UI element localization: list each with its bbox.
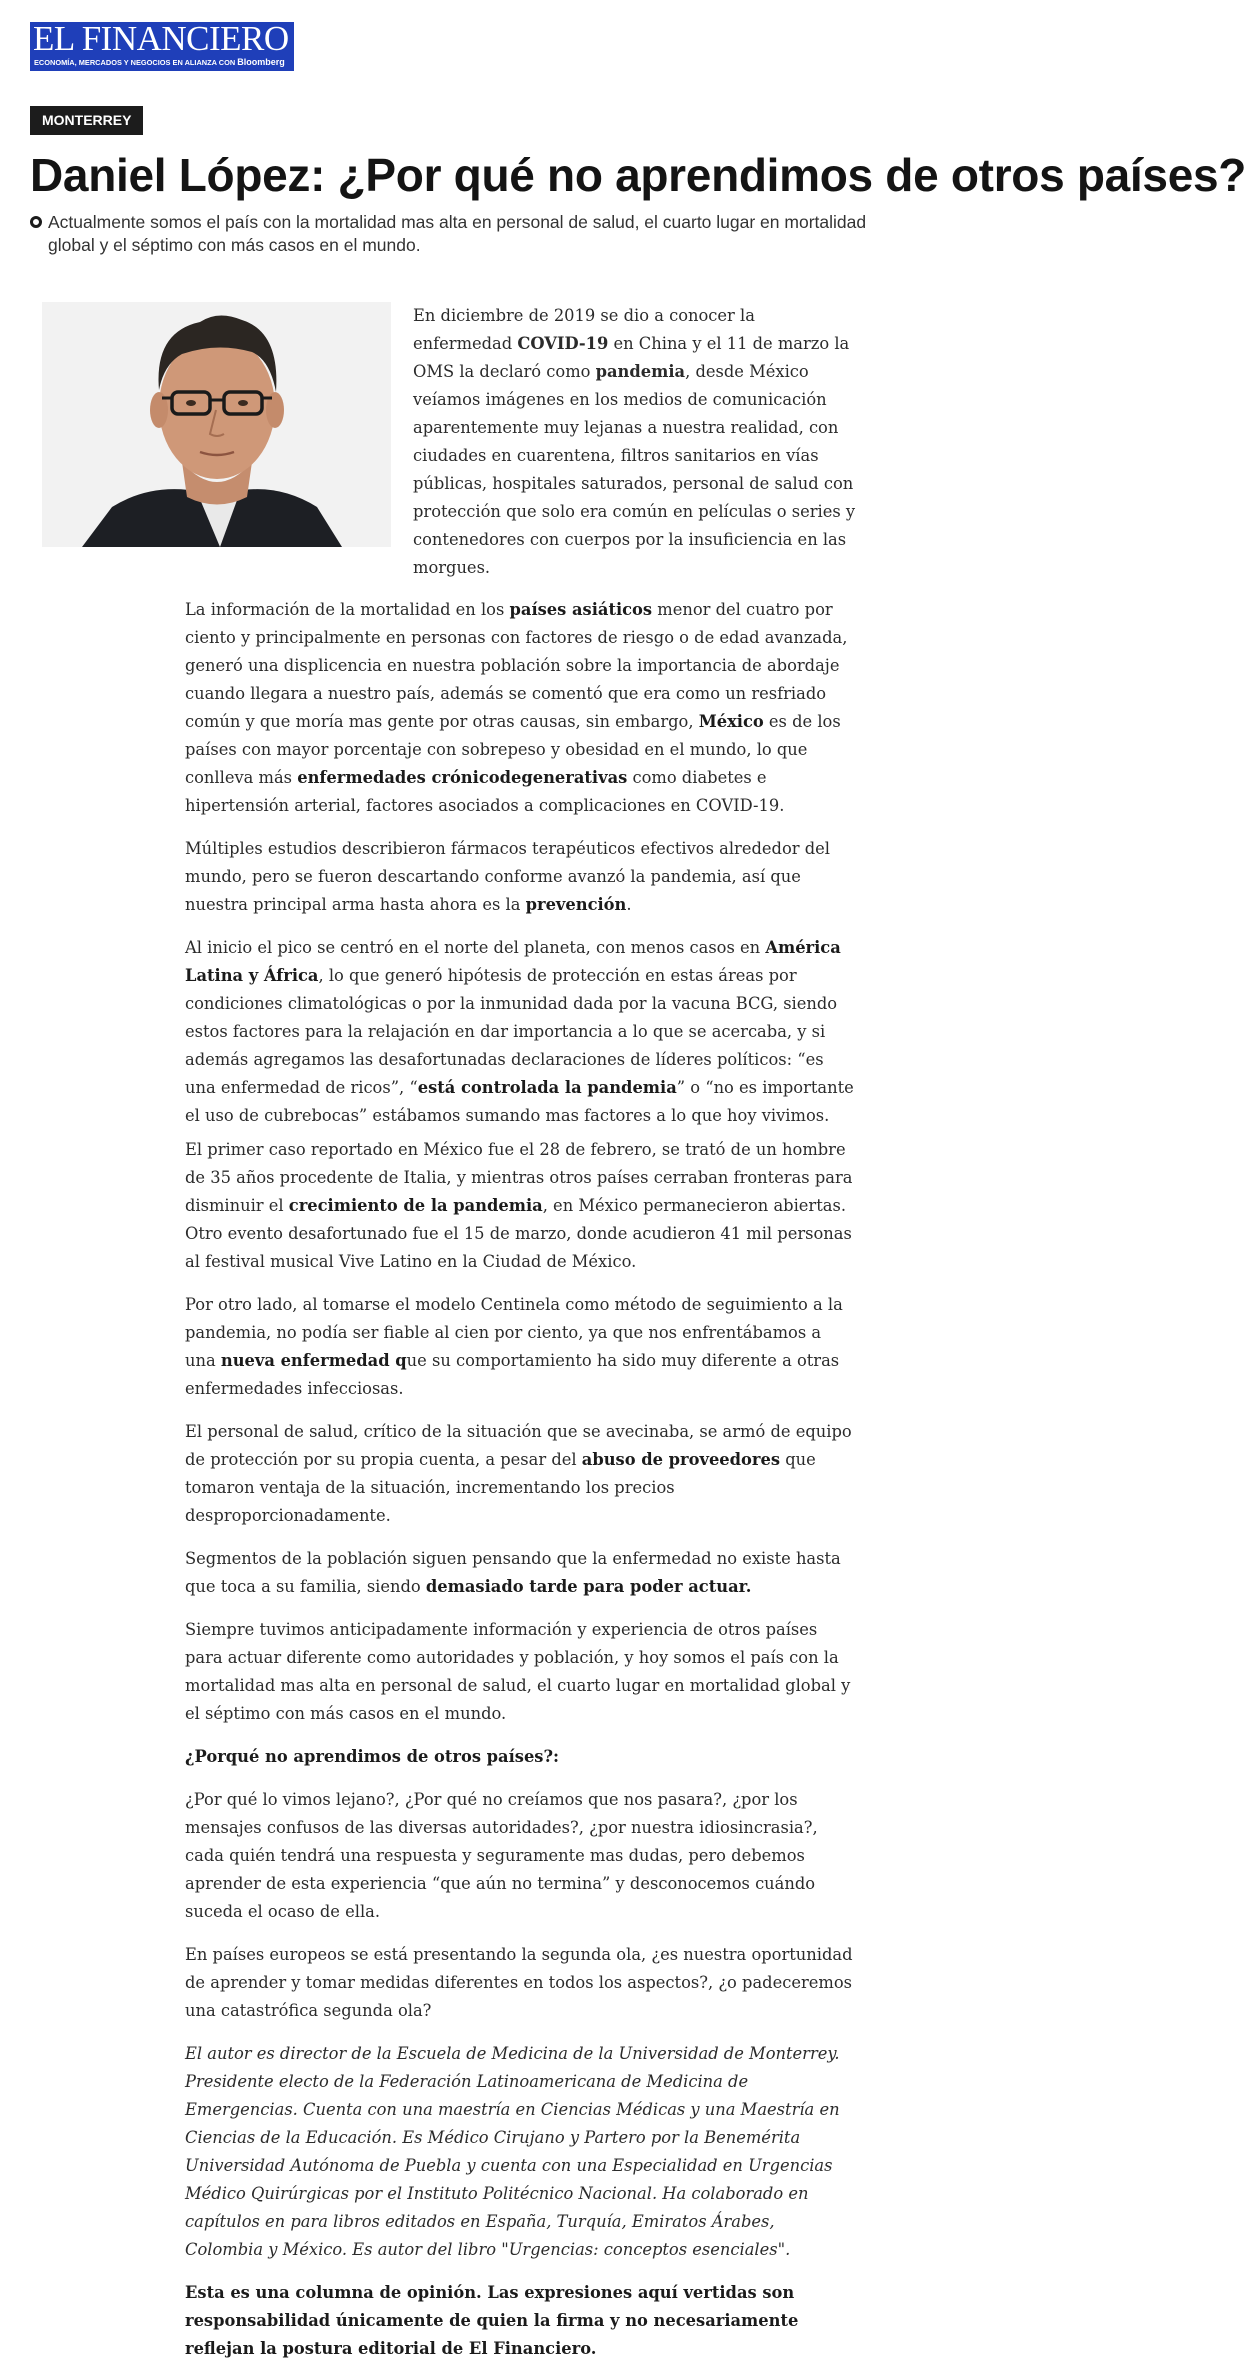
text-run: ” o “no es importante el uso de cubrebocas” estábamos sumando mas factores a lo que hoy vivimos. — [185, 1078, 854, 1125]
text-run: Segmentos de la población siguen pensando que la enfermedad no existe hasta que toca a su familia, siendo — [185, 1549, 841, 1596]
emphasis-text: enfermedades crónicodegenerativas — [297, 768, 628, 787]
summary-text: Actualmente somos el país con la mortalidad mas alta en personal de salud, el cuarto lugar en mortalidad global y el séptimo con más casos en el mundo. — [48, 212, 867, 255]
author-photo — [42, 302, 391, 547]
emphasis-pandemia: pandemia — [595, 362, 686, 381]
bullet-circle-icon — [30, 216, 42, 228]
logo-tagline — [34, 57, 285, 67]
text-run: El personal de salud, crítico de la situación que se avecinaba, se armó de equipo de protección por su propia cuenta, a pesar del — [185, 1422, 852, 1469]
emphasis-covid19: COVID-19 — [517, 334, 609, 353]
article-body — [185, 596, 855, 2378]
article-paragraph: En países europeos se está presentando la segunda ola, ¿es nuestra oportunidad de aprender y tomar medidas diferentes en todos los aspectos?, ¿o padeceremos una catastrófica segunda ola? — [185, 1945, 853, 2020]
emphasis-text: prevención — [525, 895, 627, 914]
article-paragraph — [185, 1136, 855, 1276]
subheading-text: ¿Porqué no aprendimos de otros países?: — [185, 1747, 560, 1766]
emphasis-text: países asiáticos — [509, 600, 653, 619]
emphasis-text: abuso de proveedores — [581, 1450, 781, 1469]
text-run: en China y el 11 de marzo la OMS la declaró como — [413, 334, 850, 381]
article-title: Daniel López: ¿Por qué no aprendimos de otros países? — [30, 149, 1247, 201]
text-run: Múltiples estudios describieron fármacos terapéuticos efectivos alrededor del mundo, pero se fueron descartando conforme avanzó la pandemia, así que nuestra principal arma hasta ahora es la — [185, 839, 830, 914]
text-run: , lo que generó hipótesis de protección en estas áreas por condiciones climatológicas o por la inmunidad dada por la vacuna BCG, siendo estos factores para la relajación en dar importancia a lo que se acercaba, y si además agregamos las desafortunadas declaraciones de líderes políticos: “es una enfermedad de ricos”, “ — [185, 966, 838, 1097]
opinion-disclaimer — [185, 2279, 855, 2363]
text-run: , en México permanecieron abiertas. Otro evento desafortunado fue el 15 de marzo, donde acudieron 41 mil personas al festival musical Vive Latino en la Ciudad de México. — [185, 1196, 852, 1271]
text-run: . — [626, 895, 632, 914]
article-paragraph — [185, 934, 855, 1130]
logo-wordmark: EL FINANCIERO — [33, 19, 289, 58]
emphasis-text: América Latina y África — [185, 938, 841, 985]
article-paragraph — [185, 596, 855, 820]
article-paragraph — [185, 1545, 855, 1601]
el-financiero-logo[interactable] — [30, 19, 294, 71]
text-run: es de los países con mayor porcentaje con sobrepeso y obesidad en el mundo, lo que conlleva más — [185, 712, 841, 787]
text-run: El primer caso reportado en México fue el 28 de febrero, se trató de un hombre de 35 años procedente de Italia, y mientras otros países cerraban fronteras para disminuir el — [185, 1140, 853, 1215]
text-run: , desde México veíamos imágenes en los medios de comunicación aparentemente muy lejanas a nuestra realidad, con ciudades en cuarentena, filtros sanitarios en vías públicas, hospitales saturados, personal de salud con protección que solo era común en películas o series y contenedores con cuerpos por la insuficiencia en las morgues. — [413, 362, 856, 577]
article-paragraph — [185, 835, 855, 919]
text-run: ue su comportamiento ha sido muy diferente a otras enfermedades infecciosas. — [185, 1351, 840, 1398]
emphasis-text: México — [698, 712, 764, 731]
text-run: Por otro lado, al tomarse el modelo Centinela como método de seguimiento a la pandemia, no podía ser fiable al cien por ciento, ya que nos enfrentábamos a una — [185, 1295, 843, 1370]
text-run: como diabetes e hipertensión arterial, factores asociados a complicaciones en COVID-19. — [185, 768, 785, 815]
text-run: menor del cuatro por ciento y principalmente en personas con factores de riesgo o de edad avanzada, generó una displicencia en nuestra población sobre la importancia de abordaje cuando llegara a nuestro país, además se comentó que era como un resfriado común y que moría mas gente por otras causas, sin embargo, — [185, 600, 848, 731]
author-portrait-illustration — [42, 302, 391, 547]
disclaimer-text: Esta es una columna de opinión. Las expresiones aquí vertidas son responsabilidad únicamente de quien la firma y no necesariamente reflejan la postura editorial de El Financiero. — [185, 2283, 799, 2358]
emphasis-text: nueva enfermedad q — [220, 1351, 407, 1370]
text-run: La información de la mortalidad en los — [185, 600, 510, 619]
emphasis-text: crecimiento de la pandemia — [288, 1196, 543, 1215]
article-paragraph: ¿Por qué lo vimos lejano?, ¿Por qué no creíamos que nos pasara?, ¿por los mensajes confusos de las diversas autoridades?, ¿por nuestra idiosincrasia?, cada quién tendrá una respuesta y seguramente mas dudas, pero debemos aprender de esta experiencia “que aún no termina” y desconocemos cuándo suceda el ocaso de ella. — [185, 1790, 818, 1921]
text-run: En diciembre de 2019 se dio a conocer la enfermedad — [413, 306, 755, 353]
article-intro-paragraph — [413, 302, 858, 582]
article-paragraph: Siempre tuvimos anticipadamente información y experiencia de otros países para actuar diferente como autoridades y población, y hoy somos el país con la mortalidad mas alta en personal de salud, el cuarto lugar en mortalidad global y el séptimo con más casos en el mundo. — [185, 1620, 851, 1723]
logo-tagline-text: ECONOMÍA, MERCADOS Y NEGOCIOS EN ALIANZA CON — [34, 58, 236, 67]
logo-partner: Bloomberg — [237, 57, 285, 67]
emphasis-text: demasiado tarde para poder actuar. — [425, 1577, 752, 1596]
article-summary — [30, 211, 890, 257]
text-run: Al inicio el pico se centró en el norte del planeta, con menos casos en — [185, 938, 766, 957]
article-subheading — [185, 1743, 855, 1771]
section-tag[interactable]: MONTERREY — [30, 106, 143, 135]
author-bio: El autor es director de la Escuela de Medicina de la Universidad de Monterrey. Presidente electo de la Federación Latinoamericana de Medicina de Emergencias. Cuenta con una maestría en Ciencias Médicas y una Maestría en Ciencias de la Educación. Es Médico Cirujano y Partero por la Benemérita Universidad Autónoma de Puebla y cuenta con una Especialidad en Urgencias Médico Quirúrgicas por el Instituto Politécnico Nacional. Ha colaborado en capítulos en para libros editados en España, Turquía, Emiratos Árabes, Colombia y México. Es autor del libro "Urgencias: conceptos esenciales". — [185, 2044, 840, 2259]
article-paragraph — [185, 1418, 855, 1530]
text-run: que tomaron ventaja de la situación, incrementando los precios desproporcionadamente. — [185, 1450, 816, 1525]
article-paragraph — [185, 1291, 855, 1403]
emphasis-text: está controlada la pandemia — [417, 1078, 677, 1097]
